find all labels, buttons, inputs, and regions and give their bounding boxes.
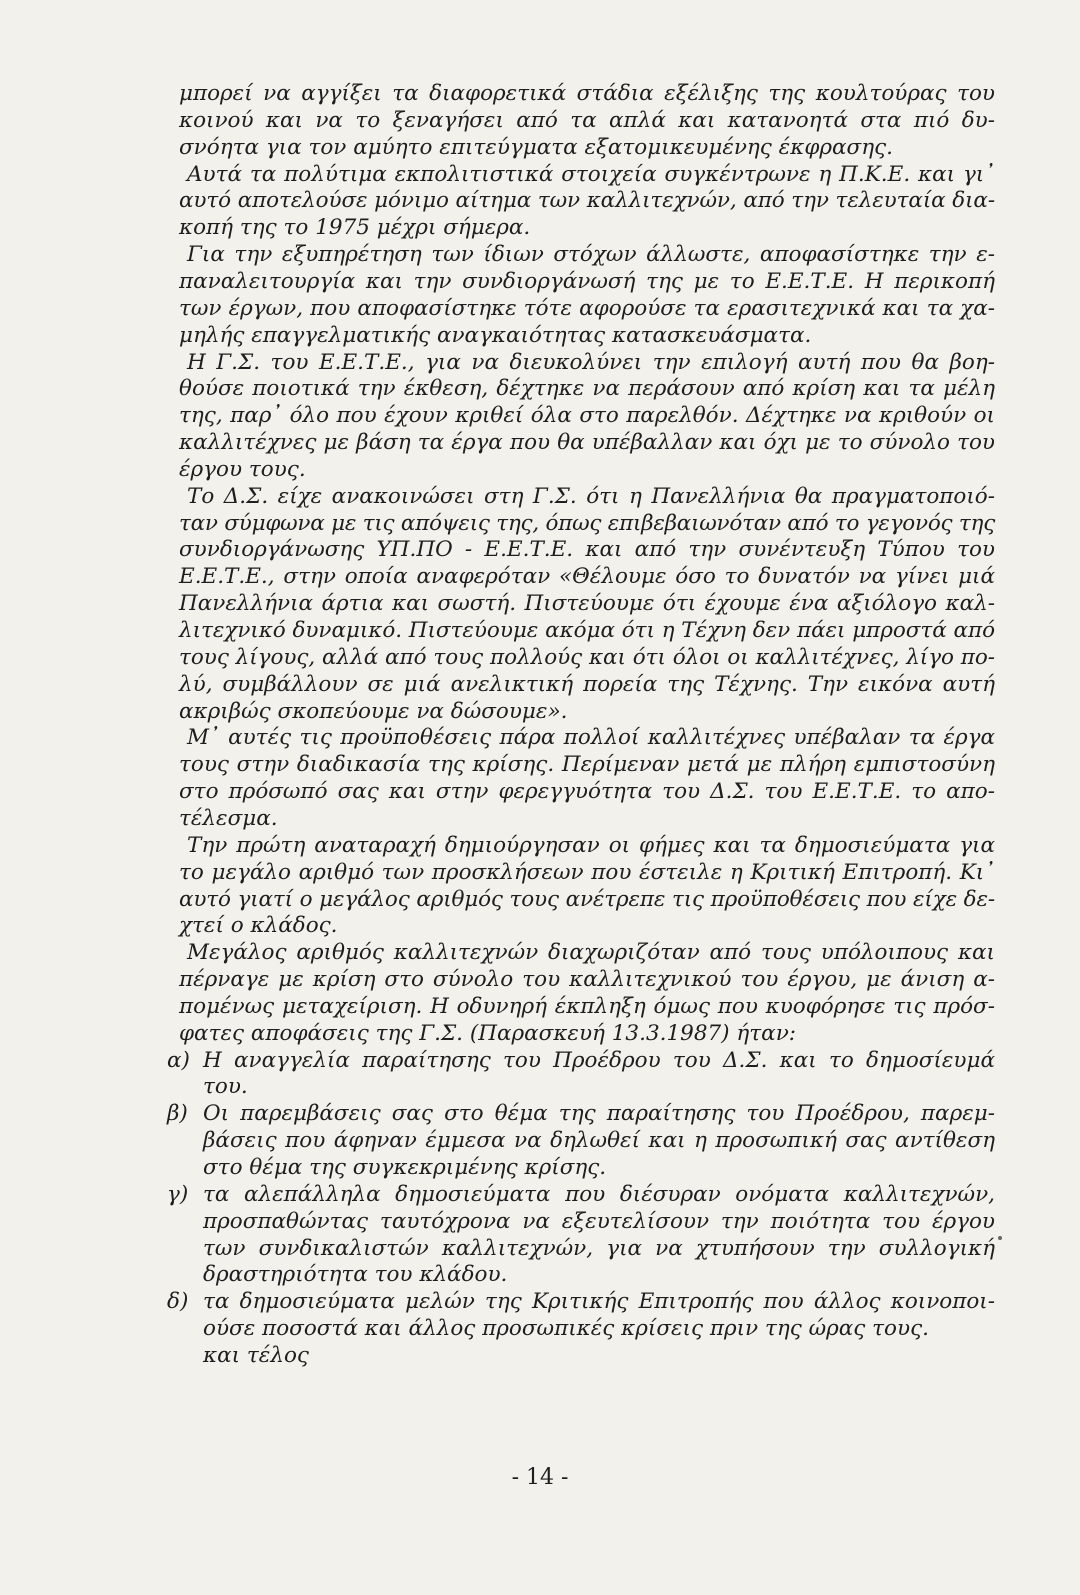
line-text: πομένως μεταχείριση. Η οδυνηρή έκπληξη όμως που κυοφόρησε τις πρόσ- (179, 993, 995, 1019)
line-text: το μεγάλο αριθμό των προσκλήσεων που έστειλε η Κριτική Επιτροπή. Κι᾽ (179, 859, 995, 885)
line-text: κοινού και να το ξεναγήσει από τα απλά και κατανοητά στα πιό δυ- (179, 107, 995, 133)
line-text: Πανελλήνια άρτια και σωστή. Πιστεύουμε ότι έχουμε ένα αξιόλογο καλ- (179, 591, 995, 617)
line-text: και τέλος (203, 1342, 309, 1368)
line-text: Ε.Ε.Τ.Ε., στην οποία αναφερόταν «Θέλουμε όσο το δυνατόν να γίνει μιά (179, 564, 995, 590)
line-text: Μ᾽ αυτές τις προϋποθέσεις πάρα πολλοί καλλιτέχνες υπέβαλαν τα έργα (187, 725, 995, 751)
list-marker-text: α) (167, 1047, 190, 1073)
line-text: Η αναγγελία παραίτησης του Προέδρου του Δ.Σ. και το δημοσίευμά (203, 1047, 995, 1073)
list-marker-text: δ) (167, 1289, 189, 1315)
line-text: λύ, συμβάλλουν σε μιά ανελικτική πορεία της Τέχνης. Την εικόνα αυτή (179, 671, 995, 697)
line-text: Οι παρεμβάσεις σας στο θέμα της παραίτησης του Προέδρου, παρεμ- (203, 1101, 995, 1127)
line-text: Η Γ.Σ. του Ε.Ε.Τ.Ε., για να διευκολύνει την επιλογή αυτή που θα βοη- (187, 349, 995, 375)
line-text: ακριβώς σκοπεύουμε να δώσουμε». (179, 698, 568, 724)
line-text: μπορεί να αγγίξει τα διαφορετικά στάδια εξέλιξης της κουλτούρας του (179, 81, 995, 106)
line-text: τα δημοσιεύματα μελών της Κριτικής Επιτροπής που άλλος κοινοποι- (203, 1289, 995, 1315)
line-text: χτεί ο κλάδος. (179, 913, 338, 939)
page-number: - 14 - (511, 1465, 569, 1490)
line-text: μηλής επαγγελματικής αναγκαιότητας κατασκευάσματα. (179, 322, 812, 348)
line-text: θούσε ποιοτικά την έκθεση, δέχτηκε να περάσουν από κρίση και τα μέλη (179, 376, 995, 402)
line-text: παναλειτουργία και την συνδιοργάνωσή της με το Ε.Ε.Τ.Ε. Η περικοπή (179, 268, 995, 294)
line-text: καλλιτέχνες με βάση τα έργα που θα υπέβαλλαν και όχι με το σύνολο του (179, 430, 995, 456)
line-text: των συνδικαλιστών καλλιτεχνών, για να χτυπήσουν την συλλογική (203, 1235, 995, 1261)
line-text: τους στην διαδικασία της κρίσης. Περίμεναν μετά με πλήρη εμπιστοσύνη (179, 752, 995, 778)
line-text: αυτό αποτελούσε μόνιμο αίτημα των καλλιτεχνών, από την τελευταία δια- (179, 188, 995, 214)
line-text: έργου τους. (179, 456, 306, 482)
line-text: Την πρώτη αναταραχή δημιούργησαν οι φήμες και τα δημοσιεύματα για (187, 832, 995, 858)
ink-speck (998, 1236, 1002, 1240)
list-marker-text: γ) (167, 1181, 189, 1207)
line-text: λιτεχνικό δυναμικό. Πιστεύουμε ακόμα ότι η Τέχνη δεν πάει μπροστά από (179, 618, 995, 643)
line-text: αυτό γιατί ο μεγάλος αριθμός τους ανέτρεπε τις προϋποθέσεις που είχε δε- (179, 886, 995, 912)
line-text: κοπή της το 1975 μέχρι σήμερα. (179, 215, 531, 241)
line-text: στο πρόσωπό σας και στην φερεγγυότητα του Δ.Σ. του Ε.Ε.Τ.Ε. το απο- (179, 779, 995, 805)
line-text: πέρναγε με κρίση στο σύνολο του καλλιτεχνικού του έργου, με άνιση α- (179, 967, 995, 993)
line-text: της, παρ᾽ όλο που έχουν κριθεί όλα στο παρελθόν. Δέχτηκε να κριθούν οι (179, 403, 995, 429)
line-text: των έργων, που αποφασίστηκε τότε αφορούσε τα ερασιτεχνικά και τα χα- (179, 295, 995, 321)
list-marker-text: β) (167, 1101, 188, 1127)
line-text: δραστηριότητα του κλάδου. (203, 1262, 508, 1288)
line-text: φατες αποφάσεις της Γ.Σ. (Παρασκευή 13.3.1987) ήταν: (179, 1020, 797, 1046)
line-text: του. (203, 1074, 248, 1100)
line-text: τέλεσμα. (179, 805, 278, 831)
line-text: σνόητα για τον αμύητο επιτεύγματα εξατομικευμένης έκφρασης. (179, 134, 893, 160)
line-text: τους λίγους, αλλά από τους πολλούς και ότι όλοι οι καλλιτέχνες, λίγο πο- (179, 644, 995, 670)
line-text: Για την εξυπηρέτηση των ίδιων στόχων άλλωστε, αποφασίστηκε την ε- (187, 242, 995, 268)
line-text: Το Δ.Σ. είχε ανακοινώσει στη Γ.Σ. ότι η Πανελλήνια θα πραγματοποιό- (187, 483, 995, 509)
line-text: Μεγάλος αριθμός καλλιτεχνών διαχωριζόταν από τους υπόλοιπους και (187, 940, 995, 966)
line-text: Αυτά τα πολύτιμα εκπολιτιστικά στοιχεία συγκέντρωνε η Π.Κ.Ε. και γι᾽ (187, 161, 995, 187)
line-text: τα αλεπάλληλα δημοσιεύματα που διέσυραν ονόματα καλλιτεχνών, (203, 1181, 995, 1207)
line-text: συνδιοργάνωσης ΥΠ.ΠΟ - Ε.Ε.Τ.Ε. και από την συνέντευξη Τύπου του (179, 537, 995, 563)
line-text: ούσε ποσοστά και άλλος προσωπικές κρίσεις πριν της ώρας τους. (203, 1316, 929, 1342)
line-text: ταν σύμφωνα με τις απόψεις της, όπως επιβεβαιωνόταν από το γεγονός της (179, 510, 995, 536)
line-text: βάσεις που άφηναν έμμεσα να δηλωθεί και η προσωπική σας αντίθεση (203, 1128, 995, 1154)
line-text: στο θέμα της συγκεκριμένης κρίσης. (203, 1155, 607, 1180)
line-text: προσπαθώντας ταυτόχρονα να εξευτελίσουν την ποιότητα του έργου (203, 1208, 995, 1234)
